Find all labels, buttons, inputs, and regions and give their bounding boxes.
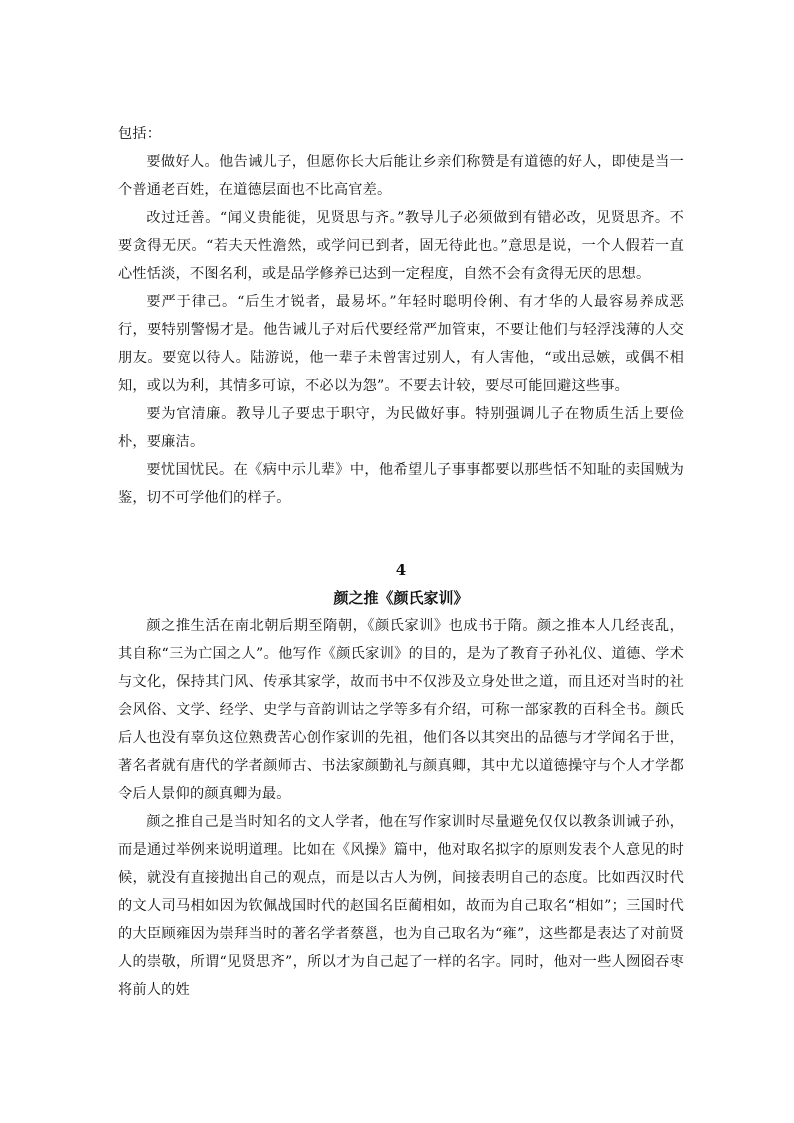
section-number: 4 [395,561,407,579]
paragraph-correct-mistakes: 改过迁善。“闻义贵能徙，见贤思与齐。”教导儿子必须做到有错必改，见贤思齐。不要贪得无厌。“若夫天性澹然，或学问已到者，固无待此也。”意思是说，一个人假若一直心性恬淡，不图名利，或是品学修养已达到一定程度，自然不会有贪得无厌的思想。 [118,210,684,282]
section-4 [118,556,684,1004]
paragraph-patriotism: 要忧国忧民。在《病中示儿辈》中，他希望儿子事事都要以那些恬不知耻的卖国贼为鉴，切不可学他们的样子。 [118,462,684,506]
section-3-body [118,120,684,512]
paragraph-yan-background: 颜之推生活在南北朝后期至隋朝，《颜氏家训》也成书于隋。颜之推本人几经丧乱，其自称“三为亡国之人”。他写作《颜氏家训》的目的，是为了教育子孙礼仪、道德、学术与文化，保持其门风、传承其家学，故而书中不仅涉及立身处世之道，而且还对当时的社会风俗、文学、经学、史学与音韵训诂之学等多有介绍，可称一部家教的百科全书。颜氏后人也没有辜负这位熟费苦心创作家训的先祖，他们各以其突出的品德与才学闻名于世，著名者就有唐代的学者颜师古、书法家颜勤礼与颜真卿，其中尤以道德操守与个人才学都令后人景仰的颜真卿为最。 [118,618,684,802]
section-title: 颜之推《颜氏家训》 [333,589,469,607]
document-page [118,120,684,1004]
paragraph-be-good-person: 要做好人。他告诫儿子，但愿你长大后能让乡亲们称赞是有道德的好人，即使是当一个普通老百姓，在道德层面也不比高官差。 [118,154,684,198]
paragraph-self-discipline: 要严于律己。“后生才锐者，最易坏。”年轻时聪明伶俐、有才华的人最容易养成恶行，要特别警惕才是。他告诫儿子对后代要经常严加管束，不要让他们与轻浮浅薄的人交朋友。要宽以待人。陆游说，他一辈子未曾害过别人，有人害他，“或出忌嫉，或偶不相知，或以为利，其情多可谅，不必以为怨”。不要去计较，要尽可能回避这些事。 [118,294,684,394]
paragraph-honest-official: 要为官清廉。教导儿子要忠于职守，为民做好事。特别强调儿子在物质生活上要俭朴，要廉洁。 [118,406,684,450]
paragraph-intro: 包括： [118,126,162,142]
paragraph-yan-method: 颜之推自己是当时知名的文人学者，他在写作家训时尽量避免仅仅以教条训诫子孙，而是通过举例来说明道理。比如在《风操》篇中，他对取名拟字的原则发表个人意见的时候，就没有直接抛出自己的观点，而是以古人为例，间接表明自己的态度。比如西汉时代的文人司马相如因为钦佩战国时代的赵国名臣蔺相如，故而为自己取名“相如”；三国时代的大臣顾雍因为崇拜当时的著名学者蔡邕，也为自己取名为“雍”，这些都是表达了对前贤人的崇敬，所谓“见贤思齐”，所以才为自己起了一样的名字。同时，他对一些人囫囵吞枣将前人的姓 [118,814,684,998]
